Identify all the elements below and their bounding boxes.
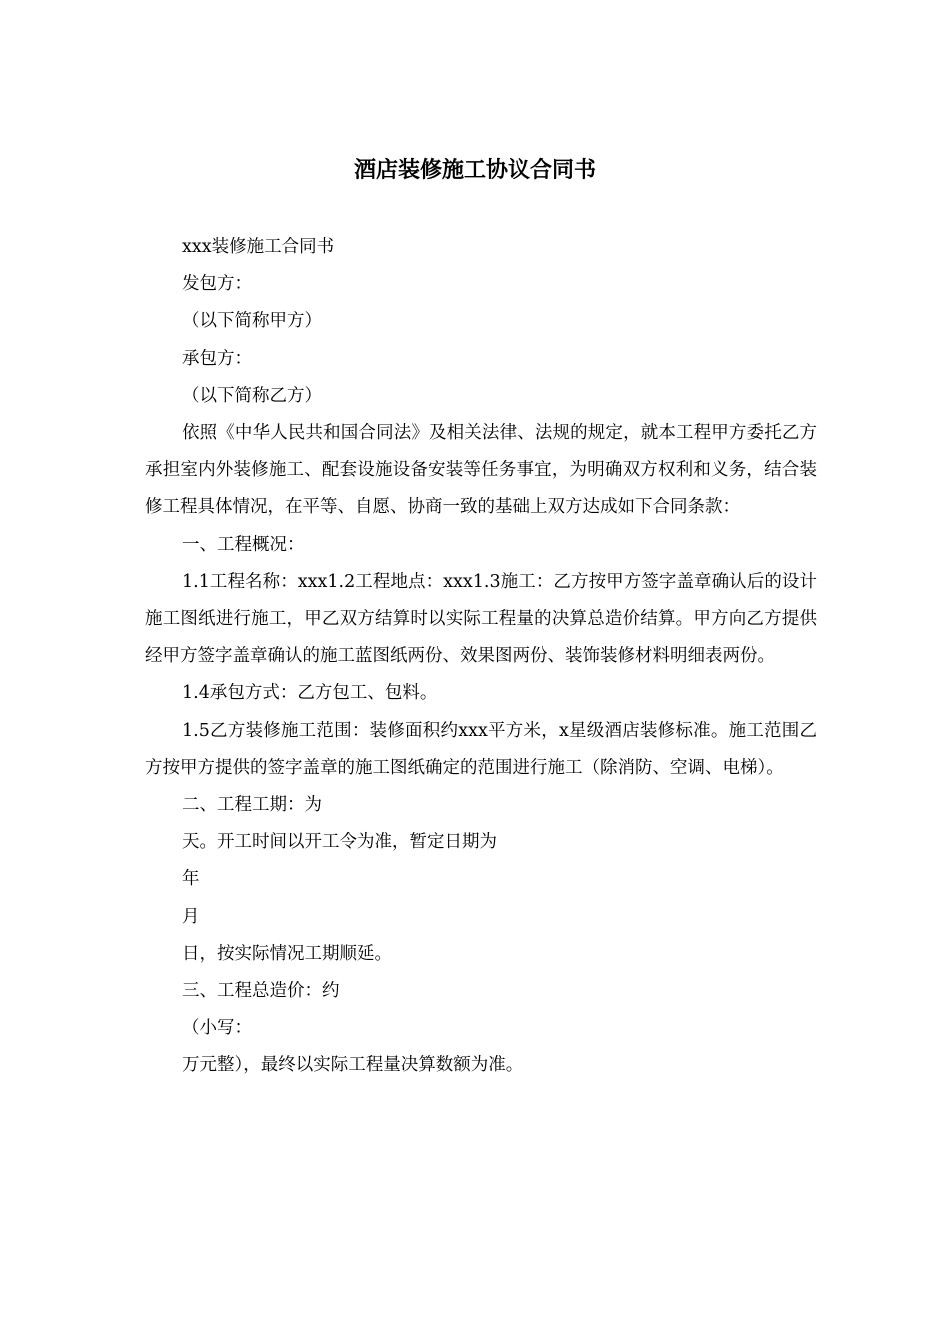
paragraph-duration-year: 年 <box>182 869 200 890</box>
document-body <box>145 229 817 1085</box>
paragraph-employer: 发包方： <box>182 274 252 295</box>
paragraph-cost-lowercase: （小写： <box>182 1018 252 1039</box>
paragraph-cost-final: 万元整），最终以实际工程量决算数额为准。 <box>182 1055 524 1076</box>
paragraph-duration-day: 日，按实际情况工期顺延。 <box>182 943 392 964</box>
paragraph-contractor: 承包方： <box>182 348 252 369</box>
paragraph-preamble: 依照《中华人民共和国合同法》及相关法律、法规的规定，就本工程甲方委托乙方承担室内外装修施工、配套设施设备安装等任务事宜，为明确双方权利和义务，结合装修工程具体情况，在平等、自愿、协商一致的基础上双方达成如下合同条款： <box>145 423 817 518</box>
paragraph-clause-1-5: 1.5乙方装修施工范围：装修面积约xxx平方米，x星级酒店装修标准。施工范围乙方按甲方提供的签字盖章的施工图纸确定的范围进行施工（除消防、空调、电梯）。 <box>145 720 817 778</box>
paragraph-clause-1-4: 1.4承包方式：乙方包工、包料。 <box>182 683 438 704</box>
paragraph-party-a-note: （以下简称甲方） <box>182 311 322 332</box>
section-heading-duration: 二、工程工期：为 <box>182 795 322 816</box>
document-title: 酒店装修施工协议合同书 <box>353 157 596 183</box>
paragraph-duration-days: 天。开工时间以开工令为准，暂定日期为 <box>182 832 497 853</box>
paragraph-clause-1-1: 1.1工程名称：xxx1.2工程地点：xxx1.3施工：乙方按甲方签字盖章确认后的设计施工图纸进行施工，甲乙双方结算时以实际工程量的决算总造价结算。甲方向乙方提供经甲方签字盖章确认的施工蓝图纸两份、效果图两份、装饰装修材料明细表两份。 <box>145 571 817 667</box>
paragraph-contract-name: xxx装修施工合同书 <box>182 237 335 257</box>
paragraph-duration-month: 月 <box>182 906 200 927</box>
section-heading-overview: 一、工程概况： <box>182 534 305 555</box>
section-heading-total-cost: 三、工程总造价：约 <box>182 981 340 1002</box>
paragraph-party-b-note: （以下简称乙方） <box>182 385 322 406</box>
